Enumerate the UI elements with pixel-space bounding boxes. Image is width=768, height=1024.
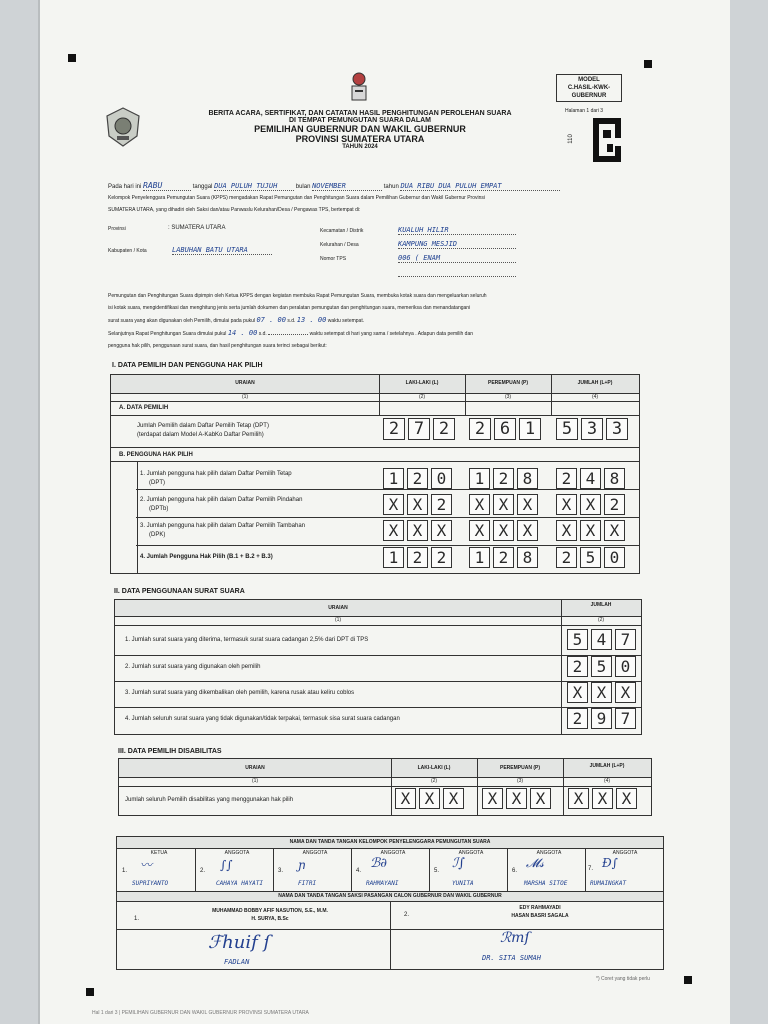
bulan-label: bulan xyxy=(295,184,311,190)
intro-sentence-2: SUMATERA UTARA, yang dihadiri oleh Saksi dan/atau Panwaslu Kelurahan/Desa / Pengawas TPS, bertempat di: xyxy=(108,207,361,213)
digit-box[interactable]: 6 xyxy=(494,418,516,440)
start-time-field[interactable]: 07 . 00 xyxy=(256,316,286,324)
col-index: (3) xyxy=(504,394,512,400)
digit-box[interactable]: 1 xyxy=(383,547,404,568)
col-laki-header: LAKI-LAKI (L) xyxy=(405,380,439,386)
registration-mark xyxy=(68,54,76,62)
tps-field[interactable]: 006 ( ENAM xyxy=(398,254,516,263)
signature-scribble-icon: 〰 xyxy=(140,858,153,872)
digit-box[interactable]: 1 xyxy=(469,468,490,489)
digit-box[interactable]: X xyxy=(383,494,404,515)
dpt-laki-boxes xyxy=(383,418,458,440)
footnote: *) Coret yang tidak perlu xyxy=(596,976,650,982)
digit-box[interactable]: X xyxy=(568,788,589,809)
section-3-title: III. DATA PEMILIH DISABILITAS xyxy=(118,748,222,755)
paragraph-line-1: Pemungutan dan Penghitungan Suara dipimpin oleh Ketua KPPS dengan kegiatan membuka Rapat Pemungutan Suara, membuka kotak suara dan mengeluarkan seluruh xyxy=(108,293,487,299)
digit-box[interactable]: 8 xyxy=(517,468,538,489)
digit-box[interactable]: 2 xyxy=(556,547,577,568)
registration-mark xyxy=(684,976,692,984)
col-index: (2) xyxy=(430,778,438,784)
title-line-3: PEMILIHAN GUBERNUR DAN WAKIL GUBERNUR xyxy=(254,124,466,134)
signature-scribble-icon: ℱhuif ſ xyxy=(208,932,271,953)
col-perempuan-header: PEREMPUAN (P) xyxy=(499,765,540,771)
digit-box[interactable]: 7 xyxy=(615,708,636,729)
col-uraian-header: URAIAN xyxy=(245,765,265,771)
kelurahan-field[interactable]: KAMPUNG MESJID xyxy=(398,240,516,249)
section-b-title: B. PENGGUNA HAK PILIH xyxy=(119,452,193,458)
digit-box[interactable]: 2 xyxy=(407,547,428,568)
province-emblem-icon xyxy=(104,106,142,148)
digit-box[interactable]: 0 xyxy=(604,547,625,568)
signature-scribble-icon: ɲ xyxy=(298,858,306,872)
b3-label-line-2: (DPK) xyxy=(149,532,166,538)
tps-label: Nomor TPS xyxy=(320,256,347,262)
member-name: RAHMAYANI xyxy=(366,880,399,887)
digit-box[interactable]: 1 xyxy=(469,547,490,568)
member-name: CAHAYA HAYATI xyxy=(216,880,263,887)
digit-box[interactable]: 2 xyxy=(431,494,452,515)
b2-label-line-2: (DPTb) xyxy=(149,506,169,512)
hari-field[interactable]: RABU xyxy=(143,181,191,191)
digit-box[interactable]: 2 xyxy=(567,656,588,677)
digit-box[interactable]: X xyxy=(431,520,452,541)
digit-box[interactable]: X xyxy=(482,788,503,809)
member-name: FITRI xyxy=(298,880,317,887)
pada-hari-label: Pada hari ini xyxy=(108,184,142,190)
digit-box[interactable]: 2 xyxy=(493,547,514,568)
kpps-member-4 xyxy=(354,850,432,887)
digit-box[interactable]: 4 xyxy=(591,629,612,650)
kpps-member-2 xyxy=(198,850,276,887)
model-label: MODEL C.HASIL-KWK- GUBERNUR xyxy=(556,74,622,102)
member-name: RUMAINGKAT xyxy=(590,880,627,887)
member-number: 6. xyxy=(512,868,518,874)
tanggal-field[interactable]: DUA PULUH TUJUH xyxy=(214,182,294,191)
col-uraian-header: URAIAN xyxy=(328,605,348,611)
qr-code-icon xyxy=(593,118,621,162)
member-role: ANGGOTA xyxy=(380,850,406,856)
paragraph-line-2: isi kotak suara, mengidentifikasi dan menghitung jenis serta jumlah dokumen dan peralatan pemungutan dan penghitungan suara, memeriksa dan menandatangani xyxy=(108,305,471,311)
kpps-member-5 xyxy=(432,850,510,887)
signature-scribble-icon: Ɖ∫ xyxy=(602,856,618,870)
provinsi-value: : SUMATERA UTARA xyxy=(168,225,226,231)
surat-suara-row-3-label: 3. Jumlah surat suara yang dikembalikan oleh pemilih, karena rusak atau keliru coblos xyxy=(125,690,355,696)
page-footer: Hal 1 dari 3 | PEMILIHAN GUBERNUR DAN WAKIL GUBERNUR PROVINSI SUMATERA UTARA xyxy=(92,1010,309,1016)
digit-box[interactable]: 2 xyxy=(493,468,514,489)
digit-box[interactable]: X xyxy=(506,788,527,809)
registration-mark xyxy=(86,988,94,996)
col-index: (1) xyxy=(251,778,259,784)
member-name: YUNITA xyxy=(452,880,474,887)
kabupaten-label: Kabupaten / Kota xyxy=(108,248,147,254)
saksi-signature-title: NAMA DAN TANDA TANGAN SAKSI PASANGAN CALON GUBERNUR DAN WAKIL GUBERNUR xyxy=(278,893,502,899)
digit-box[interactable]: 2 xyxy=(556,468,577,489)
digit-box[interactable]: 5 xyxy=(591,656,612,677)
kabupaten-field[interactable]: LABUHAN BATU UTARA xyxy=(172,246,272,255)
saksi-2-number: 2. xyxy=(404,912,410,918)
paragraph-line-3a: surat suara yang akan digunakan oleh Pemilih, dimulai pada pukul xyxy=(108,318,256,324)
col-laki-header: LAKI-LAKI (L) xyxy=(417,765,451,771)
member-number: 4. xyxy=(356,868,362,874)
signature-scribble-icon: ℐ∫ xyxy=(452,856,465,871)
section-2-table xyxy=(114,599,642,735)
digit-box[interactable]: X xyxy=(443,788,464,809)
digit-box[interactable]: 2 xyxy=(604,494,625,515)
digit-box[interactable]: X xyxy=(517,520,538,541)
digit-box[interactable]: X xyxy=(580,494,601,515)
digit-box[interactable]: X xyxy=(419,788,440,809)
kpps-signature-title: NAMA DAN TANDA TANGAN KELOMPOK PENYELENGGARA PEMUNGUTAN SUARA xyxy=(289,839,491,845)
digit-box[interactable]: 1 xyxy=(383,468,404,489)
digit-box[interactable]: X xyxy=(580,520,601,541)
section-a-title: A. DATA PEMILIH xyxy=(119,405,169,411)
tps-extra-line xyxy=(398,276,516,277)
paragraph-line-5: pengguna hak pilih, penggunaan surat suara, dan hasil penghitungan suara terinci sebagai berikut: xyxy=(108,343,327,349)
digit-box[interactable]: X xyxy=(556,494,577,515)
section-1-title: I. DATA PEMILIH DAN PENGGUNA HAK PILIH xyxy=(112,362,263,369)
count-start-field[interactable]: 14 . 00 xyxy=(227,329,258,337)
kecamatan-field[interactable]: KUALUH HILIR xyxy=(398,226,516,235)
digit-box[interactable]: 2 xyxy=(469,418,491,440)
kpps-member-7 xyxy=(588,850,662,887)
b2-label-line-1: 2. Jumlah pengguna hak pilih dalam Daftar Pemilih Pindahan xyxy=(140,497,303,503)
registration-mark xyxy=(644,60,652,68)
col-index: (4) xyxy=(603,778,611,784)
digit-box[interactable]: 5 xyxy=(567,629,588,650)
digit-box[interactable]: 2 xyxy=(383,418,405,440)
surat-suara-row-4-label: 4. Jumlah seluruh surat suara yang tidak digunakan/tidak terpakai, termasuk sisa surat suara cadangan xyxy=(125,716,400,722)
saksi-1-number: 1. xyxy=(134,916,140,922)
digit-box[interactable]: X xyxy=(469,494,490,515)
digit-box[interactable]: X xyxy=(469,520,490,541)
digit-box[interactable]: X xyxy=(517,494,538,515)
digit-box[interactable]: X xyxy=(395,788,416,809)
page-number-label: Halaman 1 dari 3 xyxy=(565,108,604,114)
paragraph-line-4c: . Adapun data pemilih dan xyxy=(415,331,474,337)
kpps-member-1 xyxy=(120,850,198,887)
provinsi-label: Provinsi xyxy=(108,226,126,232)
col-jumlah-header: JUMLAH (L+P) xyxy=(589,763,625,769)
digit-box[interactable]: 1 xyxy=(519,418,541,440)
signature-scribble-icon: ℬ∂ xyxy=(370,856,387,871)
title-line-2: DI TEMPAT PEMUNGUTAN SUARA DALAM xyxy=(288,117,432,124)
surat-suara-row-1-label: 1. Jumlah surat suara yang diterima, termasuk surat suara cadangan 2,5% dari DPT di TPS xyxy=(125,637,369,643)
qr-side-code: 110 xyxy=(567,134,574,144)
saksi-1-candidate-line-1: MUHAMMAD BOBBY AFIF NASUTION, S.E., M.M. xyxy=(212,908,328,914)
col-jumlah-header: JUMLAH (L+P) xyxy=(577,380,613,386)
member-role: ANGGOTA xyxy=(302,850,328,856)
digit-box[interactable]: 9 xyxy=(591,708,612,729)
digit-box[interactable]: 0 xyxy=(615,656,636,677)
col-index: (2) xyxy=(597,617,605,623)
saksi-2-candidate-line-2: HASAN BASRI SAGALA xyxy=(511,913,569,919)
bulan-field[interactable]: NOVEMBER xyxy=(312,182,382,191)
count-end-field[interactable] xyxy=(268,334,308,335)
digit-box[interactable]: 2 xyxy=(431,547,452,568)
digit-box[interactable]: X xyxy=(407,494,428,515)
title-line-1: BERITA ACARA, SERTIFIKAT, DAN CATATAN HASIL PENGHITUNGAN PEROLEHAN SUARA xyxy=(208,110,512,117)
col-uraian-header: URAIAN xyxy=(235,380,255,386)
dpt-label-line-1: Jumlah Pemilih dalam Daftar Pemilih Tetap (DPT) xyxy=(137,423,269,429)
col-perempuan-header: PEREMPUAN (P) xyxy=(487,380,528,386)
b1-label-line-2: (DPT) xyxy=(149,480,165,486)
digit-box[interactable]: X xyxy=(592,788,613,809)
saksi-1-candidate-line-2: H. SURYA, B.Sc xyxy=(251,916,289,922)
intro-sentence-1: Kelompok Penyelenggara Pemungutan Suara (KPPS) mengadakan Rapat Pemungutan dan Penghitungan Suara dalam Pemilihan Gubernur dan Wakil Gubernur Provinsi xyxy=(108,195,485,201)
digit-box[interactable]: 2 xyxy=(433,418,455,440)
digit-box[interactable]: 3 xyxy=(606,418,628,440)
end-time-field[interactable]: 13 . 00 xyxy=(296,316,327,324)
col-index: (4) xyxy=(591,394,599,400)
title-line-5: TAHUN 2024 xyxy=(342,144,378,150)
saksi-2-name: DR. SITA SUMAH xyxy=(482,954,542,962)
digit-box[interactable]: 4 xyxy=(580,468,601,489)
surat-suara-row-2-label: 2. Jumlah surat suara yang digunakan oleh pemilih xyxy=(125,664,261,670)
col-index: (1) xyxy=(241,394,249,400)
digit-box[interactable]: 5 xyxy=(556,418,578,440)
digit-box[interactable]: 7 xyxy=(408,418,430,440)
kpu-logo-icon xyxy=(348,70,370,104)
dpt-label-line-2: (terdapat dalam Model A-KabKo Daftar Pemilih) xyxy=(137,432,264,438)
digit-box[interactable]: 8 xyxy=(604,468,625,489)
paragraph-line-4a: Selanjutnya Rapat Penghitungan Suara dimulai pukul xyxy=(108,331,227,337)
kecamatan-label: Kecamatan / Distrik xyxy=(320,228,364,234)
member-number: 3. xyxy=(278,868,284,874)
member-role: ANGGOTA xyxy=(612,850,638,856)
paragraph-line-3b: waktu setempat. xyxy=(327,318,365,324)
col-index: (3) xyxy=(516,778,524,784)
signature-table xyxy=(116,836,664,970)
member-name: MARSHA SITOE xyxy=(524,880,568,887)
paragraph-line-4b: waktu setempat di hari yang sama / setelahnya xyxy=(309,331,414,337)
member-number: 1. xyxy=(122,868,128,874)
signature-scribble-icon: ℛmſ xyxy=(500,930,530,946)
tahun-label: tahun xyxy=(383,184,399,190)
title-line-4: PROVINSI SUMATERA UTARA xyxy=(295,134,425,144)
digit-box[interactable]: X xyxy=(604,520,625,541)
saksi-2-candidate-line-1: EDY RAHMAYADI xyxy=(519,905,561,911)
digit-box[interactable]: X xyxy=(615,682,636,703)
digit-box[interactable]: X xyxy=(556,520,577,541)
col-index: (2) xyxy=(418,394,426,400)
digit-box[interactable]: X xyxy=(616,788,637,809)
digit-box[interactable]: X xyxy=(493,494,514,515)
member-role: ANGGOTA xyxy=(224,850,250,856)
member-role: ANGGOTA xyxy=(536,850,562,856)
member-role: ANGGOTA xyxy=(458,850,484,856)
digit-box[interactable]: 0 xyxy=(431,468,452,489)
digit-box[interactable]: X xyxy=(383,520,404,541)
member-number: 7. xyxy=(588,866,594,872)
digit-box[interactable]: 7 xyxy=(615,629,636,650)
signature-scribble-icon: ∫∫ xyxy=(220,858,233,872)
tanggal-label: tanggal xyxy=(192,184,213,190)
member-number: 2. xyxy=(200,868,206,874)
digit-box[interactable]: 2 xyxy=(567,708,588,729)
b3-label-line-1: 3. Jumlah pengguna hak pilih dalam Daftar Pemilih Tambahan xyxy=(140,523,305,529)
digit-box[interactable]: X xyxy=(530,788,551,809)
signature-scribble-icon: 𝓜𝓈 xyxy=(526,856,544,870)
saksi-1-name: FADLAN xyxy=(224,958,250,966)
member-number: 5. xyxy=(434,868,440,874)
kelurahan-label: Kelurahan / Desa xyxy=(320,242,359,248)
col-jumlah-header: JUMLAH xyxy=(590,602,612,608)
digit-box[interactable]: 2 xyxy=(407,468,428,489)
digit-box[interactable]: X xyxy=(493,520,514,541)
disabilitas-row-label: Jumlah seluruh Pemilih disabilitas yang menggunakan hak pilih xyxy=(125,797,294,803)
col-index: (1) xyxy=(334,617,342,623)
digit-box[interactable]: 3 xyxy=(581,418,603,440)
member-role: KETUA xyxy=(150,850,168,856)
section-2-title: II. DATA PENGGUNAAN SURAT SUARA xyxy=(114,588,245,595)
dpt-jumlah-boxes xyxy=(556,418,631,440)
digit-box[interactable]: 8 xyxy=(517,547,538,568)
digit-box[interactable]: X xyxy=(567,682,588,703)
digit-box[interactable]: 5 xyxy=(580,547,601,568)
kpps-member-3 xyxy=(276,850,354,887)
sd-label-2: s.d. xyxy=(258,331,267,337)
b1-label-line-1: 1. Jumlah pengguna hak pilih dalam Daftar Pemilih Tetap xyxy=(140,471,292,477)
tahun-field[interactable]: DUA RIBU DUA PULUH EMPAT xyxy=(400,182,560,191)
kpps-member-6 xyxy=(510,850,588,887)
digit-box[interactable]: X xyxy=(591,682,612,703)
dpt-perempuan-boxes xyxy=(469,418,544,440)
member-name: SUPRIYANTO xyxy=(132,880,169,887)
sd-label: s.d. xyxy=(287,318,296,324)
digit-box[interactable]: X xyxy=(407,520,428,541)
b4-label: 4. Jumlah Pengguna Hak Pilih (B.1 + B.2 + B.3) xyxy=(140,554,273,560)
